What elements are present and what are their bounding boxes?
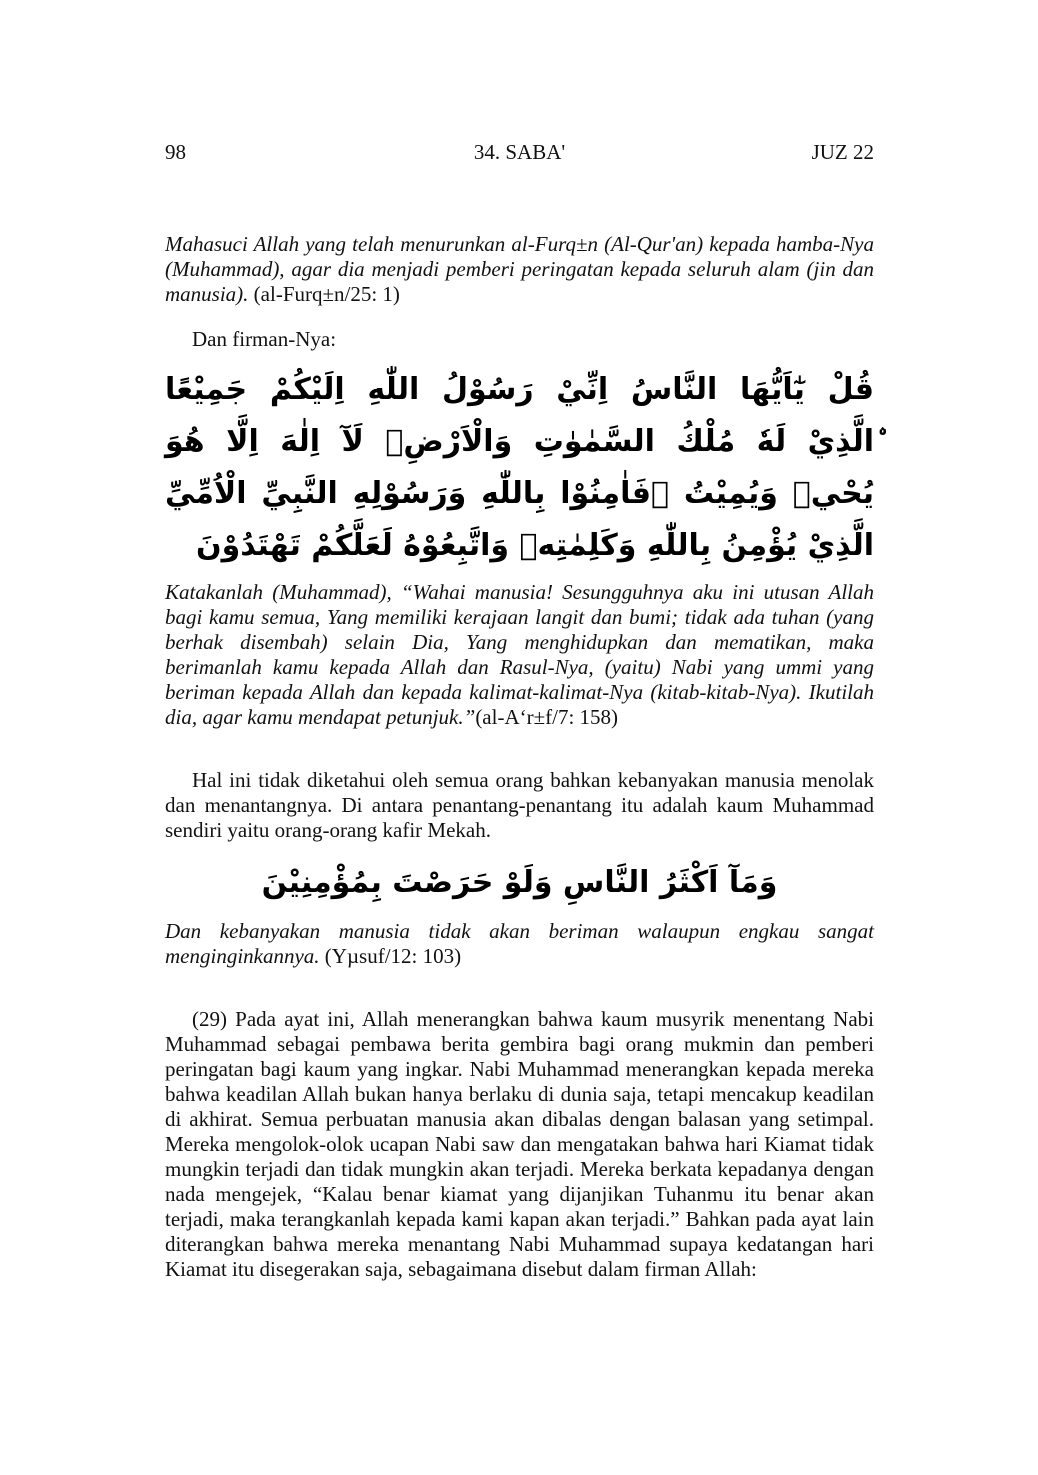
translation-text: Mahasuci Allah yang telah menurunkan al-Furq±n (Al-Qur'an) kepada hamba-Nya (Muhammad), agar dia menjadi pemberi peringatan kepada seluruh alam (jin dan manusia). — [165, 232, 874, 306]
page-number: 98 — [165, 140, 186, 164]
verse-reference: (Yµsuf/12: 103) — [319, 944, 462, 968]
translation-text: Katakanlah (Muhammad), “Wahai manusia! Sesungguhnya aku ini utusan Allah bagi kamu semua, Yang memiliki kerajaan langit dan bumi; tidak ada tuhan (yang berhak disembah) selain Dia, Yang menghidupkan dan mematikan, maka berimanlah kamu kepada Allah dan Rasul-Nya, (yaitu) Nabi yang ummi yang beriman kepada Allah dan kepada kalimat-kalimat-Nya (kitab-kitab-Nya). Ikutilah dia, agar kamu mendapat petunjuk.” — [165, 580, 874, 729]
verse-translation-araf — [165, 580, 874, 730]
commentary-paragraph: (29) Pada ayat ini, Allah menerangkan bahwa kaum musyrik menentang Nabi Muhammad sebagai pembawa berita gembira bagi orang mukmin dan pemberi peringatan bagi kaum yang ingkar. Nabi Muhammad menerangkan kepada mereka bahwa keadilan Allah bukan hanya berlaku di dunia saja, tetapi mencakup keadilan di akhirat. Semua perbuatan manusia akan dibalas dengan balasan yang setimpal. Mereka mengolok-olok ucapan Nabi saw dan mengatakan bahwa hari Kiamat tidak mungkin terjadi dan tidak mungkin akan terjadi. Mereka berkata kepadanya dengan nada mengejek, “Kalau benar kiamat yang dijanjikan Tuhanmu itu benar akan terjadi, maka terangkanlah kepada kami kapan akan terjadi.” Bahkan pada ayat lain diterangkan bahwa mereka menantang Nabi Muhammad supaya kedatangan hari Kiamat itu disegerakan saja, sebagaimana disebut dalam firman Allah: — [165, 1007, 874, 1281]
verse-translation-furqan — [165, 232, 874, 307]
body-paragraph: Hal ini tidak diketahui oleh semua orang bahkan kebanyakan manusia menolak dan menantangnya. Di antara penantang-penantang itu adalah kaum Muhammad sendiri yaitu orang-orang kafir Mekah. — [165, 768, 874, 842]
juz-label: JUZ 22 — [811, 140, 874, 164]
verse-reference: (al-A‘r±f/7: 158) — [475, 705, 619, 729]
verse-translation-yusuf — [165, 919, 874, 969]
page-header — [165, 140, 874, 170]
verse-reference: (al-Furq±n/25: 1) — [248, 282, 400, 306]
arabic-verse-araf: قُلْ يٰٓاَيُّهَا النَّاسُ اِنِّيْ رَسُوْلُ اللّٰهِ اِلَيْكُمْ جَمِيْعًا ۨالَّذِيْ لَهٗ مُلْكُ السَّمٰوٰتِ وَالْاَرْضِۚ لَآ اِلٰهَ اِلَّا هُوَ يُحْيٖ وَيُمِيْتُ ۖفَاٰمِنُوْا بِاللّٰهِ وَرَسُوْلِهِ النَّبِيِّ الْاُمِّيِّ الَّذِيْ يُؤْمِنُ بِاللّٰهِ وَكَلِمٰتِهٖ وَاتَّبِعُوْهُ لَعَلَّكُمْ تَهْتَدُوْنَ — [165, 372, 874, 563]
intro-text: Dan firman-Nya: — [192, 327, 337, 351]
arabic-verse-yusuf: وَمَآ اَكْثَرُ النَّاسِ وَلَوْ حَرَصْتَ بِمُؤْمِنِيْنَ — [261, 865, 778, 900]
surah-title: 34. SABA' — [473, 140, 566, 164]
book-page — [165, 140, 874, 1282]
translation-text: Dan kebanyakan manusia tidak akan beriman walaupun engkau sangat menginginkannya. — [165, 919, 874, 968]
